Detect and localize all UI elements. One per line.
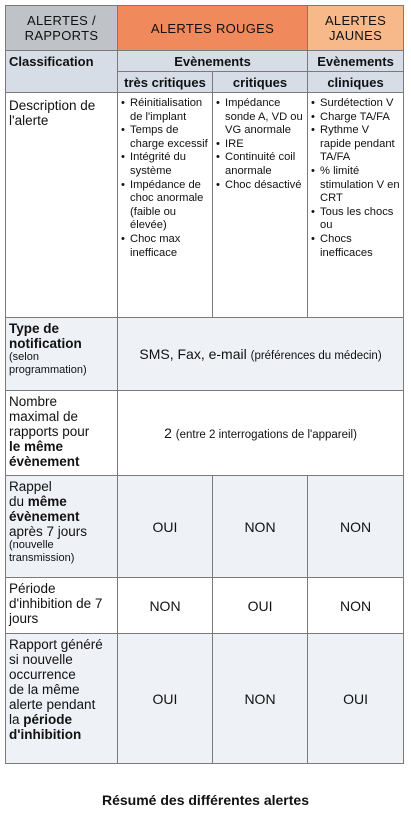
level-very-critical: très critiques [118,72,213,93]
inhibition-value-clinical: NON [308,578,404,634]
critical-list-cell [213,93,308,318]
list-item: • Chocs inefficaces [311,233,401,260]
header-yellow-alerts-line2: JAUNES [328,28,383,43]
notification-label-line3: (selon [9,351,39,363]
reminder-value-clinical: NON [308,476,404,578]
notification-label-line1: Type de [9,321,60,336]
notification-value-main: SMS, Fax, e-mail [139,346,247,362]
new-report-label-line3: occurrence [9,667,76,682]
reminder-label-line6: transmission) [9,552,75,564]
new-report-label-bold1: période [23,712,73,727]
description-row [6,93,404,318]
new-report-row [6,634,404,764]
inhibition-label-line3: jours [9,611,39,626]
header-red-alerts: ALERTES ROUGES [118,6,308,51]
list-item: • Impédance de choc anormale (faible ou élevée) [121,179,210,233]
max-reports-label-line5: évènement [9,454,80,469]
new-report-label [6,634,118,764]
list-item: • Choc désactivé [216,179,305,193]
reminder-value-very-critical: OUI [118,476,213,578]
list-item: • Choc max inefficace [121,233,210,260]
inhibition-label-line2: d'inhibition de 7 [9,596,103,611]
reminder-label-bold: même [27,494,67,509]
description-label [6,93,118,318]
header-yellow-alerts-line1: ALERTES [324,13,387,28]
reminder-label-line2 [9,494,114,509]
new-report-label-line4: de la même [9,682,80,697]
max-reports-label-line3: rapports pour [9,424,90,439]
classification-label: Classification [6,51,118,93]
list-item: • IRE [216,138,305,152]
very-critical-list-cell [118,93,213,318]
level-critical: critiques [213,72,308,93]
reminder-label-line1: Rappel [9,479,52,494]
events-red-label: Evènements [118,51,308,72]
inhibition-value-critical: OUI [213,578,308,634]
list-item: • Tous les chocs ou [311,206,401,233]
max-reports-label-line4: le même [9,439,64,454]
list-item: • % limité stimulation V en CRT [311,165,401,206]
classification-row [6,51,404,72]
notification-value [118,318,404,391]
header-alerts-reports-line2: RAPPORTS [24,28,99,43]
reminder-label-line5: (nouvelle [9,539,54,551]
max-reports-row [6,391,404,476]
new-report-label-line6 [9,712,114,727]
notification-label [6,318,118,391]
max-reports-value-main: 2 [164,425,172,441]
max-reports-label [6,391,118,476]
reminder-label-line3: évènement [9,509,80,524]
new-report-label-line2: si nouvelle [9,652,73,667]
clinical-list [308,93,403,260]
max-reports-value [118,391,404,476]
list-item: • Continuité coil anormale [216,151,305,178]
header-alerts-reports-line1: ALERTES / [27,13,96,28]
notification-row [6,318,404,391]
list-item: • Temps de charge excessif [121,124,210,151]
critical-list [213,93,307,192]
description-label-line2: l'alerte [9,113,49,128]
max-reports-label-line1: Nombre [9,394,58,409]
header-yellow-alerts [308,6,404,51]
max-reports-label-line2: maximal de [9,409,79,424]
inhibition-label-line1: Période [9,581,56,596]
new-report-value-very-critical: OUI [118,634,213,764]
header-alerts-reports [6,6,118,51]
notification-label-line4: programmation) [9,364,87,376]
reminder-label [6,476,118,578]
table-caption: Résumé des différentes alertes [102,792,309,808]
description-label-line1: Description de [9,98,96,113]
list-item: • Réinitialisation de l'implant [121,97,210,124]
very-critical-list [118,93,212,260]
reminder-value-critical: NON [213,476,308,578]
list-item: • Charge TA/FA [311,111,401,125]
list-item: • Surdétection V [311,97,401,111]
new-report-label-line1: Rapport généré [9,637,103,652]
level-clinical: cliniques [308,72,404,93]
inhibition-value-very-critical: NON [118,578,213,634]
alerts-table [5,5,404,764]
clinical-list-cell [308,93,404,318]
reminder-label-line4: après 7 jours [9,524,88,539]
list-item: • Rythme V rapide pendant TA/FA [311,124,401,165]
notification-value-note: (préférences du médecin) [250,350,382,362]
inhibition-label [6,578,118,634]
list-item: • Impédance sonde A, VD ou VG anormale [216,97,305,138]
new-report-value-critical: NON [213,634,308,764]
new-report-value-clinical: OUI [308,634,404,764]
events-yellow-label: Evènements [308,51,404,72]
list-item: • Intégrité du système [121,151,210,178]
reminder-label-prefix: du [9,494,28,509]
new-report-label-line5: alerte pendant [9,697,96,712]
notification-label-line2: notification [9,336,82,351]
max-reports-value-note: (entre 2 interrogations de l'appareil) [175,429,357,441]
new-report-label-line7: d'inhibition [9,727,82,742]
table-header-row [6,6,404,51]
reminder-row [6,476,404,578]
new-report-label-prefix: la [9,712,24,727]
alerts-summary [5,5,403,786]
inhibition-row [6,578,404,634]
